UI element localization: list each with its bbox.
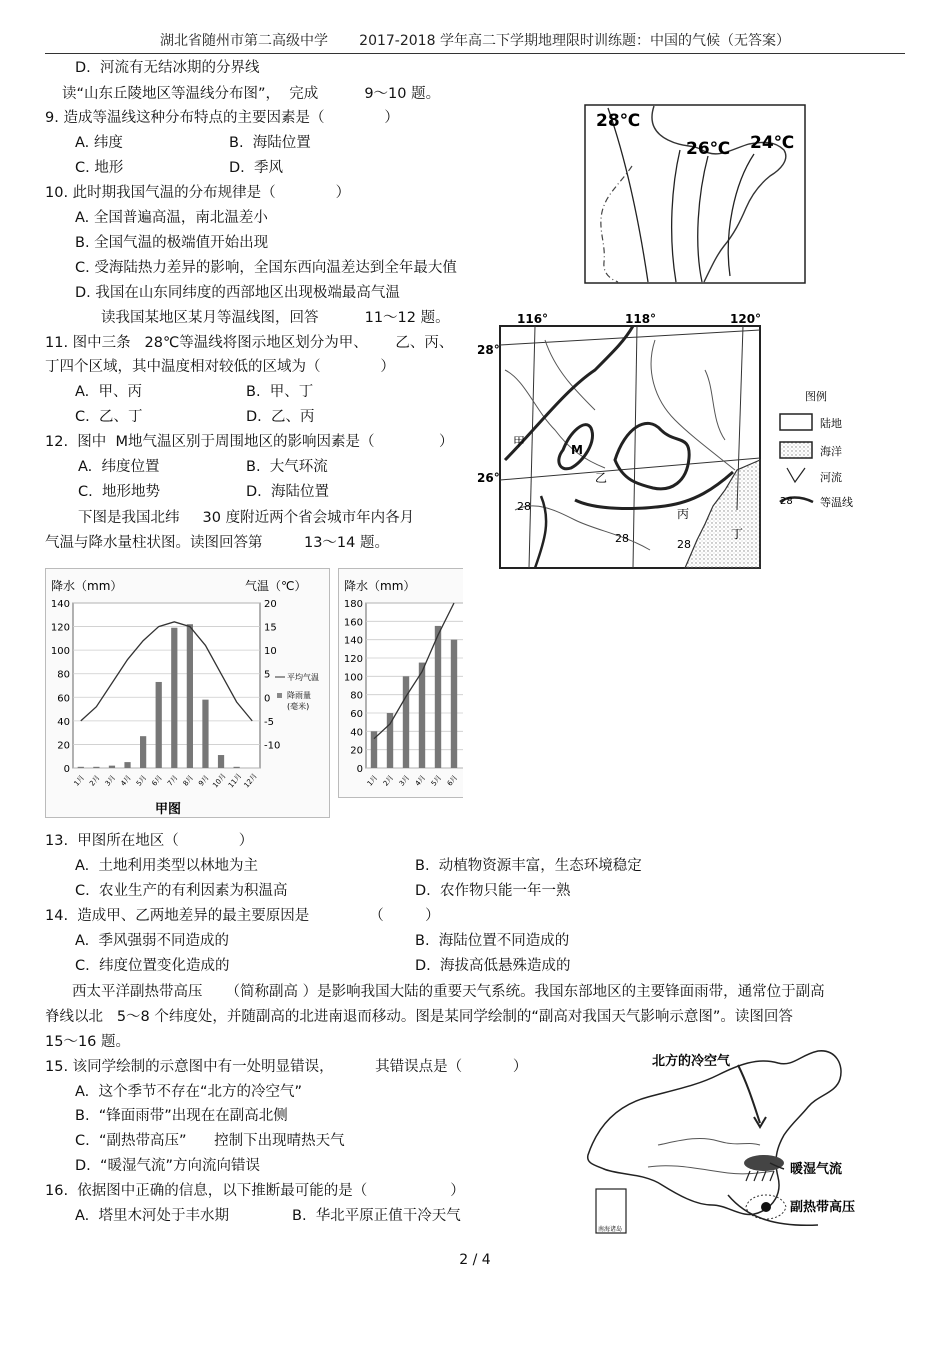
y-tick-label: 20 [57, 740, 70, 752]
intro-13-14-cont: 气温与降水量柱状图。读图回答第 13～14 题。 [45, 535, 389, 551]
label-28c: 28℃ [596, 111, 641, 131]
legend-prec-symbol [277, 693, 282, 698]
x-tick-label: 5月 [134, 773, 149, 788]
q14-option-d: D. 海拔高低悬殊造成的 [415, 958, 571, 974]
legend-land-swatch [780, 414, 812, 430]
x-tick-label: 2月 [88, 773, 102, 788]
label-iso-28-c: 28 [677, 538, 691, 551]
q11-option-c: C. 乙、丁 [75, 409, 143, 425]
legend-iso-num: 28 [780, 496, 793, 507]
q10-option-a: A. 全国普遍高温，南北温差小 [75, 210, 268, 226]
q13-option-b: B. 动植物资源丰富，生态环境稳定 [415, 858, 642, 874]
precip-bar [451, 640, 457, 768]
q16-option-b: B. 华北平原正值干冷天气 [292, 1208, 461, 1224]
chart2-ylabel: 降水（mm） [344, 579, 416, 593]
y-tick-label: 40 [57, 716, 70, 728]
shandong-isotherm-map [584, 104, 806, 284]
legend-prec-2: (毫米) [287, 702, 310, 711]
precip-bar [156, 682, 162, 768]
y2-tick-label: 0 [264, 693, 271, 705]
q14-option-b: B. 海陆位置不同造成的 [415, 933, 570, 949]
question-14: 14. 造成甲、乙两地差异的最主要原因是 （ ） [45, 908, 440, 924]
y-tick-label: 0 [356, 764, 363, 775]
q13-option-c: C. 农业生产的有利因素为积温高 [75, 883, 288, 899]
legend-isotherm: 等温线 [820, 496, 853, 509]
label-subtropical-high: 副热带高压 [790, 1200, 856, 1215]
label-lon-120: 120° [730, 312, 762, 326]
label-warm-air: 暖湿气流 [790, 1162, 843, 1177]
y-tick-label: 40 [350, 727, 363, 739]
intro-15-16-cont: 脊线以北 5～8 个纬度处，并随副高的北进南退而移动。图是某同学绘制的“副高对我国天气影响示意图”。读图回答 [45, 1009, 793, 1025]
intro-15-16: 西太平洋副热带高压 （简称副高 ）是影响我国大陆的重要天气系统。我国东部地区的主要锋面雨带，通常位于副高 [72, 984, 825, 1000]
q15-option-c: C. “副热带高压” 控制下出现晴热天气 [75, 1133, 345, 1149]
y2-tick-label: 20 [264, 599, 277, 610]
page-header: 湖北省随州市第二高级中学 2017-2018 学年高二下学期地理限时训练题：中国的气候（无答案） [160, 33, 790, 49]
q10-option-d: D. 我国在山东同纬度的西部地区出现极端最高气温 [75, 285, 400, 301]
x-tick-label: 1月 [365, 773, 380, 788]
q8-option-d: D. 河流有无结冰期的分界线 [75, 60, 260, 76]
chart1-title: 甲图 [155, 802, 182, 817]
intro-11-12: 读我国某地区某月等温线图，回答 11～12 题。 [101, 310, 450, 326]
map-frame [585, 105, 805, 283]
precip-bar [140, 736, 146, 768]
precip-bar [124, 762, 130, 768]
legend-temp: 平均气温 [287, 673, 319, 682]
intro-13-14: 下图是我国北纬 30 度附近两个省会城市年内各月 [78, 510, 415, 526]
label-region-ding: 丁 [731, 527, 744, 541]
q16-option-a: A. 塔里木河处于丰水期 [75, 1208, 229, 1224]
question-16: 16. 依据图中正确的信息，以下推断最可能的是（ ） [45, 1183, 465, 1199]
x-tick-label: 11月 [226, 772, 244, 790]
legend-prec-1: 降雨量 [287, 691, 311, 700]
question-12: 12. 图中 M地气温区别于周围地区的影响因素是（ ） [45, 434, 454, 450]
x-tick-label: 1月 [72, 773, 87, 788]
legend-river: 河流 [820, 471, 842, 484]
q12-option-c: C. 地形地势 [78, 484, 160, 500]
y-tick-label: 20 [350, 745, 363, 757]
x-tick-label: 8月 [181, 773, 196, 788]
q14-option-a: A. 季风强弱不同造成的 [75, 933, 229, 949]
rain-cloud [744, 1155, 784, 1171]
chart1-y2label: 气温（℃） [245, 579, 307, 593]
y2-tick-label: 5 [264, 669, 271, 681]
y2-tick-label: 10 [264, 646, 277, 658]
q12-option-a: A. 纬度位置 [78, 459, 160, 475]
x-tick-label: 6月 [150, 773, 164, 788]
x-tick-label: 10月 [211, 772, 228, 790]
label-24c: 24℃ [750, 133, 795, 153]
y-tick-label: 120 [50, 622, 70, 634]
y-tick-label: 120 [343, 654, 363, 665]
q9-option-c: C. 地形 [75, 160, 124, 176]
question-11: 11. 图中三条 28℃等温线将图示地区划分为甲、 乙、丙、 [45, 335, 454, 351]
legend-river-symbol [787, 468, 805, 482]
inset-label: 南海诸岛 [598, 1226, 623, 1233]
x-tick-label: 9月 [197, 773, 211, 788]
label-iso-28-b: 28 [615, 532, 629, 545]
q11-option-a: A. 甲、丙 [75, 384, 142, 400]
plot-area [366, 603, 463, 768]
label-region-yi: 乙 [595, 471, 608, 485]
label-lat-28: 28° [477, 343, 500, 357]
y-tick-label: 60 [350, 709, 363, 720]
x-tick-label: 7月 [166, 773, 180, 788]
q12-option-d: D. 海陆位置 [246, 484, 329, 500]
q13-option-d: D. 农作物只能一年一熟 [415, 883, 571, 899]
x-tick-label: 4月 [413, 773, 428, 788]
q9-option-b: B. 海陆位置 [229, 135, 311, 151]
q14-option-c: C. 纬度位置变化造成的 [75, 958, 230, 974]
q13-option-a: A. 土地利用类型以林地为主 [75, 858, 258, 874]
x-tick-label: 2月 [381, 773, 396, 788]
precip-bar [202, 700, 208, 768]
precip-bar [109, 766, 115, 768]
legend-sea: 海洋 [820, 445, 842, 458]
header-divider [45, 53, 905, 54]
y2-tick-label: -5 [264, 716, 274, 728]
question-9: 9. 造成等温线这种分布特点的主要因素是（ ） [45, 110, 399, 126]
y-tick-label: 80 [350, 690, 363, 702]
y-tick-label: 100 [343, 672, 363, 684]
y-tick-label: 0 [63, 764, 70, 775]
precip-bar [403, 676, 409, 768]
climate-chart-yi [338, 568, 463, 798]
precip-bar [78, 767, 84, 768]
q15-option-d: D. “暖湿气流”方向流向错误 [75, 1158, 261, 1174]
question-11-cont: 丁四个区域，其中温度相对较低的区域为（ ） [45, 359, 395, 375]
y-tick-label: 100 [50, 646, 70, 658]
q15-option-b: B. “锋面雨带”出现在在副高北侧 [75, 1108, 288, 1124]
precip-bar [187, 624, 193, 768]
x-tick-label: 3月 [103, 773, 118, 788]
y2-tick-label: -10 [264, 740, 281, 752]
question-15: 15. 该同学绘制的示意图中有一处明显错误， 其错误点是（ ） [45, 1059, 528, 1075]
x-tick-label: 3月 [397, 773, 412, 788]
question-13: 13. 甲图所在地区（ ） [45, 833, 254, 849]
legend-title: 图例 [805, 390, 827, 403]
q10-option-b: B. 全国气温的极端值开始出现 [75, 235, 269, 251]
label-iso-28-a: 28 [517, 500, 531, 513]
q9-option-a: A. 纬度 [75, 135, 123, 151]
label-lon-116: 116° [517, 312, 549, 326]
y-tick-label: 160 [343, 617, 363, 629]
q10-option-c: C. 受海陆热力差异的影响，全国东西向温差达到全年最大值 [75, 260, 457, 276]
label-m: M [571, 443, 583, 457]
label-26c: 26℃ [686, 139, 731, 159]
y-tick-label: 140 [50, 599, 70, 610]
x-tick-label: 5月 [429, 773, 444, 788]
intro-15-16-end: 15～16 题。 [45, 1034, 131, 1050]
legend-sea-swatch [780, 442, 812, 458]
precip-bar [435, 626, 441, 768]
y-tick-label: 180 [343, 599, 363, 610]
q11-option-b: B. 甲、丁 [246, 384, 314, 400]
label-cold-air: 北方的冷空气 [652, 1054, 731, 1069]
q9-option-d: D. 季风 [229, 160, 283, 176]
intro-9-10: 读“山东丘陵地区等温线分布图”， 完成 9～10 题。 [62, 86, 441, 102]
climate-chart-jia [45, 568, 330, 818]
subtropical-high-map [578, 1045, 888, 1245]
precip-bar [171, 628, 177, 768]
y-tick-label: 60 [57, 693, 70, 705]
chart1-ylabel: 降水（mm） [51, 579, 123, 593]
label-region-jia: 甲 [513, 435, 526, 449]
label-region-bing: 丙 [677, 507, 690, 521]
x-tick-label: 4月 [119, 773, 133, 788]
page-number: 2 / 4 [459, 1252, 491, 1268]
precip-bar [218, 755, 224, 768]
precip-bar [234, 767, 240, 768]
q15-option-a: A. 这个季节不存在“北方的冷空气” [75, 1084, 303, 1100]
plot-area [73, 603, 260, 768]
question-10: 10. 此时期我国气温的分布规律是（ ） [45, 185, 351, 201]
regional-isotherm-map [475, 310, 885, 572]
high-pressure-center [761, 1202, 771, 1212]
label-lon-118: 118° [625, 312, 657, 326]
label-lat-26: 26° [477, 471, 500, 485]
y-tick-label: 140 [343, 635, 363, 647]
y-tick-label: 80 [57, 669, 70, 681]
legend-land: 陆地 [820, 417, 842, 430]
y2-tick-label: 15 [264, 622, 277, 634]
x-tick-label: 6月 [445, 773, 460, 788]
precip-bar [93, 767, 99, 768]
q11-option-d: D. 乙、丙 [246, 409, 315, 425]
x-tick-label: 12月 [242, 772, 259, 790]
q12-option-b: B. 大气环流 [246, 459, 328, 475]
precip-bar [419, 663, 425, 768]
